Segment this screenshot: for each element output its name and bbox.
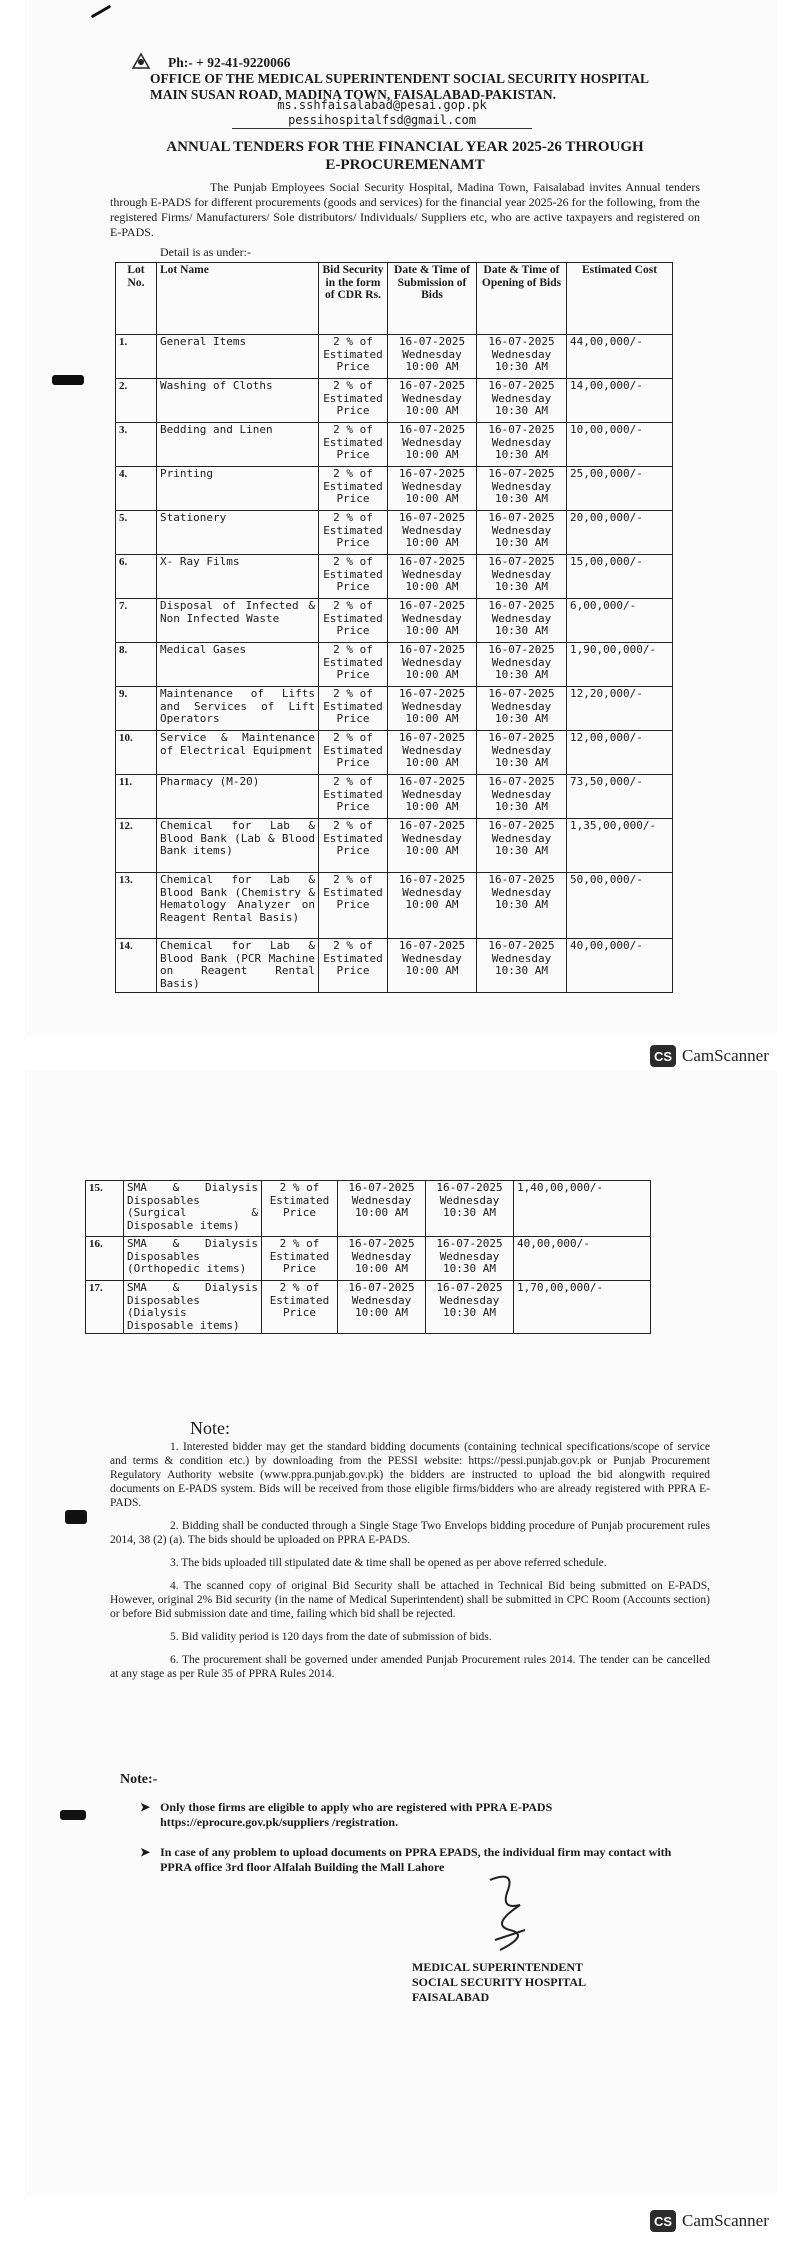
letterhead-emails [232, 98, 532, 129]
lot-number: 12. [116, 819, 157, 873]
bid-security: 2 % of Estimated Price [319, 599, 388, 643]
bid-security: 2 % of Estimated Price [319, 643, 388, 687]
bid-security: 2 % of Estimated Price [319, 555, 388, 599]
submission-datetime: 16-07-2025 Wednesday 10:00 AM [388, 467, 477, 511]
opening-datetime: 16-07-2025 Wednesday 10:30 AM [477, 819, 567, 873]
header-cost: Estimated Cost [567, 263, 673, 335]
camscanner-label: CamScanner [682, 2211, 769, 2230]
header-lot-no: Lot No. [116, 263, 157, 335]
note-5: 5. Bid validity period is 120 days from the date of submission of bids. [170, 1631, 492, 1643]
bid-security: 2 % of Estimated Price [262, 1237, 338, 1281]
letterhead-phone: Ph:- + 92-41-9220066 [168, 55, 291, 70]
note-1: 1. Interested bidder may get the standard bidding documents (containing technical specifications/scope of service and terms & condition etc.) by downloading from the PESSI website: https://pessi.punjab.gov.pk or Punjab Procurement Regulatory Authority website (www.ppra.punjab.gov.pk) the bidders are instructed to upload the bid alongwith required documents on E-PADS system. Bids will be received from those eligible firms/bidders who are already registered with PPRA E-PADS. [110, 1441, 710, 1509]
submission-datetime: 16-07-2025 Wednesday 10:00 AM [388, 555, 477, 599]
letterhead [150, 55, 649, 103]
note-3: 3. The bids uploaded till stipulated date & time shall be opened as per above referred schedule. [170, 1557, 607, 1569]
submission-datetime: 16-07-2025 Wednesday 10:00 AM [388, 819, 477, 873]
table-row [116, 599, 673, 643]
lot-number: 3. [116, 423, 157, 467]
estimated-cost: 12,00,000/- [567, 731, 673, 775]
opening-datetime: 16-07-2025 Wednesday 10:30 AM [477, 335, 567, 379]
signature-scribble-icon [470, 1870, 540, 1960]
note-4: 4. The scanned copy of original Bid Security shall be attached in Technical Bid being submitted on E-PADS, However, original 2% Bid security (in the name of Medical Superintendent) shall be submitted in CPC Room (Accounts section) or before Bid submission date and time, failing which bid shall be rejected. [110, 1580, 710, 1620]
email-official: ms.sshfaisalabad@pesai.gop.pk [277, 98, 487, 112]
table-row [116, 873, 673, 939]
header-lot-name: Lot Name [157, 263, 319, 335]
opening-datetime: 16-07-2025 Wednesday 10:30 AM [477, 555, 567, 599]
lot-number: 4. [116, 467, 157, 511]
signatory-city: FAISALABAD [412, 1990, 490, 2004]
signatory-org: SOCIAL SECURITY HOSPITAL [412, 1975, 587, 1989]
lot-number: 1. [116, 335, 157, 379]
lot-number: 15. [86, 1181, 124, 1237]
table-row [116, 731, 673, 775]
table-row [86, 1237, 651, 1281]
bullet-item [140, 1800, 680, 1830]
lot-name: Chemical for Lab & Blood Bank (Chemistry & Hematology Analyzer on Reagent Rental Basis) [157, 873, 319, 939]
signature-block [412, 1960, 586, 2005]
note2-heading: Note:- [120, 1772, 158, 1787]
submission-datetime: 16-07-2025 Wednesday 10:00 AM [388, 335, 477, 379]
detail-label: Detail is as under:- [160, 245, 251, 259]
lot-number: 13. [116, 873, 157, 939]
estimated-cost: 1,35,00,000/- [567, 819, 673, 873]
opening-datetime: 16-07-2025 Wednesday 10:30 AM [477, 731, 567, 775]
bid-security: 2 % of Estimated Price [319, 379, 388, 423]
submission-datetime: 16-07-2025 Wednesday 10:00 AM [388, 873, 477, 939]
bid-security: 2 % of Estimated Price [319, 819, 388, 873]
lot-number: 11. [116, 775, 157, 819]
camscanner-watermark [650, 1045, 769, 1067]
tender-table [115, 262, 673, 993]
tender-table-continued [85, 1180, 651, 1334]
lot-name: Bedding and Linen [157, 423, 319, 467]
camscanner-icon: CS [650, 1045, 676, 1067]
submission-datetime: 16-07-2025 Wednesday 10:00 AM [388, 775, 477, 819]
table-row [116, 775, 673, 819]
lot-name: SMA & Dialysis Disposables (Dialysis Disposable items) [124, 1281, 262, 1334]
opening-datetime: 16-07-2025 Wednesday 10:30 AM [477, 873, 567, 939]
lot-number: 7. [116, 599, 157, 643]
estimated-cost: 73,50,000/- [567, 775, 673, 819]
estimated-cost: 40,00,000/- [514, 1237, 651, 1281]
hospital-logo-icon [130, 50, 152, 70]
estimated-cost: 15,00,000/- [567, 555, 673, 599]
lot-name: Stationery [157, 511, 319, 555]
table-row [116, 819, 673, 873]
estimated-cost: 20,00,000/- [567, 511, 673, 555]
notes-section [110, 1440, 710, 1690]
lot-number: 17. [86, 1281, 124, 1334]
table-row [116, 423, 673, 467]
bid-security: 2 % of Estimated Price [262, 1181, 338, 1237]
table-row [116, 939, 673, 993]
bullet-item [140, 1845, 680, 1875]
camscanner-watermark [650, 2210, 769, 2232]
opening-datetime: 16-07-2025 Wednesday 10:30 AM [426, 1181, 514, 1237]
lot-name: General Items [157, 335, 319, 379]
bid-security: 2 % of Estimated Price [319, 335, 388, 379]
lot-name: Pharmacy (M-20) [157, 775, 319, 819]
header-opening: Date & Time of Opening of Bids [477, 263, 567, 335]
estimated-cost: 12,20,000/- [567, 687, 673, 731]
submission-datetime: 16-07-2025 Wednesday 10:00 AM [388, 687, 477, 731]
bid-security: 2 % of Estimated Price [319, 873, 388, 939]
submission-datetime: 16-07-2025 Wednesday 10:00 AM [338, 1181, 426, 1237]
intro-paragraph [110, 180, 700, 240]
submission-datetime: 16-07-2025 Wednesday 10:00 AM [388, 939, 477, 993]
lot-name: X- Ray Films [157, 555, 319, 599]
opening-datetime: 16-07-2025 Wednesday 10:30 AM [477, 467, 567, 511]
estimated-cost: 1,70,00,000/- [514, 1281, 651, 1334]
table-row [116, 467, 673, 511]
email-gmail: pessihospitalfsd@gmail.com [232, 113, 532, 129]
lot-name: SMA & Dialysis Disposables (Surgical & Disposable items) [124, 1181, 262, 1237]
lot-number: 16. [86, 1237, 124, 1281]
bid-security: 2 % of Estimated Price [319, 731, 388, 775]
submission-datetime: 16-07-2025 Wednesday 10:00 AM [338, 1281, 426, 1334]
lot-number: 10. [116, 731, 157, 775]
submission-datetime: 16-07-2025 Wednesday 10:00 AM [388, 731, 477, 775]
bid-security: 2 % of Estimated Price [319, 775, 388, 819]
estimated-cost: 40,00,000/- [567, 939, 673, 993]
table-row [116, 555, 673, 599]
opening-datetime: 16-07-2025 Wednesday 10:30 AM [426, 1237, 514, 1281]
submission-datetime: 16-07-2025 Wednesday 10:00 AM [388, 423, 477, 467]
arrow-bullet-icon: ➤ [140, 1845, 151, 1859]
submission-datetime: 16-07-2025 Wednesday 10:00 AM [338, 1237, 426, 1281]
table-row [116, 687, 673, 731]
bid-security: 2 % of Estimated Price [319, 511, 388, 555]
lot-name: SMA & Dialysis Disposables (Orthopedic items) [124, 1237, 262, 1281]
submission-datetime: 16-07-2025 Wednesday 10:00 AM [388, 643, 477, 687]
opening-datetime: 16-07-2025 Wednesday 10:30 AM [477, 939, 567, 993]
camscanner-icon: CS [650, 2210, 676, 2232]
lot-name: Service & Maintenance of Electrical Equipment [157, 731, 319, 775]
title-line-2: E-PROCUREMENAMT [325, 157, 485, 173]
letterhead-office: OFFICE OF THE MEDICAL SUPERINTENDENT SOCIAL SECURITY HOSPITAL [150, 71, 649, 86]
note-2: 2. Bidding shall be conducted through a Single Stage Two Envelops bidding procedure of Punjab procurement rules 2014, 38 (2) (a). The bids should be uploaded on PPRA E-PADS. [110, 1520, 710, 1546]
estimated-cost: 10,00,000/- [567, 423, 673, 467]
opening-datetime: 16-07-2025 Wednesday 10:30 AM [426, 1281, 514, 1334]
bid-security: 2 % of Estimated Price [319, 423, 388, 467]
bullet-text-1: Only those firms are eligible to apply who are registered with PPRA E-PADS https://eprocure.gov.pk/suppliers /registration. [160, 1800, 553, 1829]
opening-datetime: 16-07-2025 Wednesday 10:30 AM [477, 599, 567, 643]
estimated-cost: 6,00,000/- [567, 599, 673, 643]
estimated-cost: 1,90,00,000/- [567, 643, 673, 687]
opening-datetime: 16-07-2025 Wednesday 10:30 AM [477, 379, 567, 423]
table-row [116, 335, 673, 379]
camscanner-label: CamScanner [682, 1046, 769, 1065]
bullet-text-2: In case of any problem to upload documents on PPRA EPADS, the individual firm may contact with PPRA office 3rd floor Alfalah Building the Mall Lahore [160, 1845, 672, 1874]
intro-text: The Punjab Employees Social Security Hospital, Madina Town, Faisalabad invites Annual tenders through E-PADS for different procurements (goods and services) for the financial year 2025-26 for the following, from the registered Firms/ Manufacturers/ Sole distributors/ Individuals/ Suppliers etc, who are active taxpayers and registered on E-PADS. [110, 180, 700, 239]
scan-mark [65, 1510, 87, 1524]
header-submission: Date & Time of Submission of Bids [388, 263, 477, 335]
opening-datetime: 16-07-2025 Wednesday 10:30 AM [477, 423, 567, 467]
table-row [116, 643, 673, 687]
submission-datetime: 16-07-2025 Wednesday 10:00 AM [388, 599, 477, 643]
lot-name: Maintenance of Lifts and Services of Lift Operators [157, 687, 319, 731]
tender-rows-continued [86, 1181, 651, 1334]
lot-name: Washing of Cloths [157, 379, 319, 423]
lot-number: 8. [116, 643, 157, 687]
bid-security: 2 % of Estimated Price [262, 1281, 338, 1334]
submission-datetime: 16-07-2025 Wednesday 10:00 AM [388, 379, 477, 423]
table-row [86, 1281, 651, 1334]
estimated-cost: 44,00,000/- [567, 335, 673, 379]
bid-security: 2 % of Estimated Price [319, 687, 388, 731]
bid-security: 2 % of Estimated Price [319, 939, 388, 993]
lot-number: 6. [116, 555, 157, 599]
estimated-cost: 14,00,000/- [567, 379, 673, 423]
estimated-cost: 25,00,000/- [567, 467, 673, 511]
lot-number: 9. [116, 687, 157, 731]
table-row [86, 1181, 651, 1237]
document-title [115, 138, 695, 174]
scan-mark [52, 375, 84, 385]
estimated-cost: 1,40,00,000/- [514, 1181, 651, 1237]
lot-name: Chemical for Lab & Blood Bank (Lab & Blood Bank items) [157, 819, 319, 873]
table-row [116, 379, 673, 423]
opening-datetime: 16-07-2025 Wednesday 10:30 AM [477, 687, 567, 731]
title-line-1: ANNUAL TENDERS FOR THE FINANCIAL YEAR 2025-26 THROUGH [166, 139, 644, 155]
lot-name: Disposal of Infected & Non Infected Waste [157, 599, 319, 643]
letterhead-address: MAIN SUSAN ROAD, MADINA TOWN, FAISALABAD-PAKISTAN. [150, 87, 557, 102]
bid-security: 2 % of Estimated Price [319, 467, 388, 511]
arrow-bullet-icon: ➤ [140, 1800, 151, 1814]
table-row [116, 511, 673, 555]
opening-datetime: 16-07-2025 Wednesday 10:30 AM [477, 775, 567, 819]
note-heading: Note: [190, 1418, 230, 1438]
lot-number: 2. [116, 379, 157, 423]
note-6: 6. The procurement shall be governed under amended Punjab Procurement rules 2014. The tender can be cancelled at any stage as per Rule 35 of PPRA Rules 2014. [110, 1654, 710, 1680]
estimated-cost: 50,00,000/- [567, 873, 673, 939]
signatory-title: MEDICAL SUPERINTENDENT [412, 1960, 584, 1974]
submission-datetime: 16-07-2025 Wednesday 10:00 AM [388, 511, 477, 555]
tender-rows [116, 335, 673, 993]
header-bid-security: Bid Security in the form of CDR Rs. [319, 263, 388, 335]
lot-number: 14. [116, 939, 157, 993]
opening-datetime: 16-07-2025 Wednesday 10:30 AM [477, 643, 567, 687]
lot-name: Printing [157, 467, 319, 511]
lot-number: 5. [116, 511, 157, 555]
scan-mark [60, 1810, 86, 1820]
lot-name: Medical Gases [157, 643, 319, 687]
opening-datetime: 16-07-2025 Wednesday 10:30 AM [477, 511, 567, 555]
lot-name: Chemical for Lab & Blood Bank (PCR Machine on Reagent Rental Basis) [157, 939, 319, 993]
